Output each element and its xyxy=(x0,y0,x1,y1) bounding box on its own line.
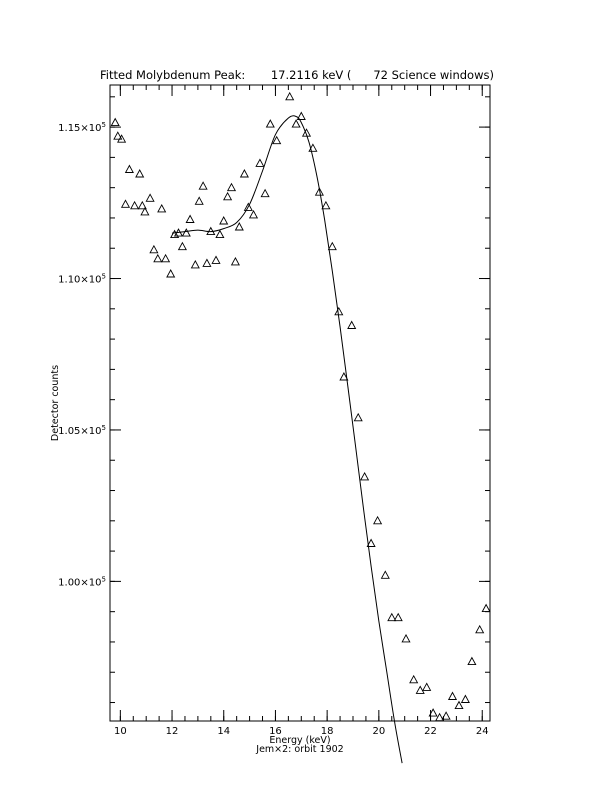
data-point xyxy=(146,194,154,201)
data-point xyxy=(224,193,232,200)
data-point xyxy=(348,322,356,329)
data-point xyxy=(167,270,175,277)
data-point xyxy=(199,182,207,189)
data-point xyxy=(203,259,211,266)
data-point xyxy=(250,211,258,218)
x-tick-label: 18 xyxy=(320,726,334,737)
data-point xyxy=(192,261,200,268)
data-point xyxy=(212,256,220,263)
data-point xyxy=(354,414,362,421)
data-point xyxy=(126,166,134,173)
chart-title: Fitted Molybdenum Peak: 17.2116 keV ( 72 Science windows) xyxy=(100,68,494,82)
y-axis-label: Detector counts xyxy=(50,364,61,442)
data-point xyxy=(410,676,418,683)
data-point xyxy=(382,571,390,578)
data-point xyxy=(423,683,431,690)
data-point xyxy=(236,223,244,230)
data-point xyxy=(449,693,457,700)
data-point xyxy=(468,658,476,665)
data-point xyxy=(111,119,119,126)
data-point xyxy=(261,190,269,197)
data-point xyxy=(322,202,330,209)
y-tick-label: $1.05\times 10^5$ xyxy=(58,423,106,437)
data-point xyxy=(158,205,166,212)
x-tick-label: 10 xyxy=(113,726,127,737)
data-point xyxy=(216,231,224,238)
data-point xyxy=(361,473,369,480)
data-point xyxy=(241,170,249,177)
data-point xyxy=(220,217,228,224)
data-point xyxy=(183,229,191,236)
data-point xyxy=(374,517,382,524)
data-point xyxy=(122,200,130,207)
x-tick-label: 22 xyxy=(424,726,437,737)
data-point xyxy=(150,246,158,253)
axis-ticks xyxy=(110,85,490,721)
data-point xyxy=(462,696,470,703)
y-tick-label: $1.15\times 10^5$ xyxy=(58,121,106,135)
y-tick-label: $1.00\times 10^5$ xyxy=(58,575,106,589)
data-point xyxy=(179,243,187,250)
data-point xyxy=(476,626,484,633)
x-tick-label: 16 xyxy=(269,726,282,737)
y-tick-label: $1.10\times 10^5$ xyxy=(58,272,106,286)
data-point xyxy=(136,170,144,177)
x-tick-label: 20 xyxy=(372,726,386,737)
fit-curve xyxy=(172,116,402,763)
x-tick-label: 12 xyxy=(165,726,179,737)
data-point xyxy=(335,308,343,315)
data-point xyxy=(232,258,240,265)
data-point xyxy=(154,255,162,262)
data-point xyxy=(482,605,490,612)
data-point xyxy=(267,120,275,127)
data-point xyxy=(402,635,410,642)
data-points xyxy=(111,93,490,721)
data-point xyxy=(286,93,294,100)
x-axis-label: Energy (keV) xyxy=(269,735,331,746)
data-point xyxy=(329,243,337,250)
data-point xyxy=(228,184,236,191)
data-point xyxy=(292,120,300,127)
x-tick-label: 14 xyxy=(217,726,231,737)
y-tick-labels xyxy=(58,121,106,588)
data-point xyxy=(256,159,264,166)
plot-frame xyxy=(110,85,490,721)
data-point xyxy=(195,197,203,204)
footer-label: Jem×2: orbit 1902 xyxy=(256,744,344,755)
x-tick-label: 24 xyxy=(475,726,489,737)
data-point xyxy=(131,202,139,209)
data-point xyxy=(186,216,194,223)
data-point xyxy=(162,255,170,262)
